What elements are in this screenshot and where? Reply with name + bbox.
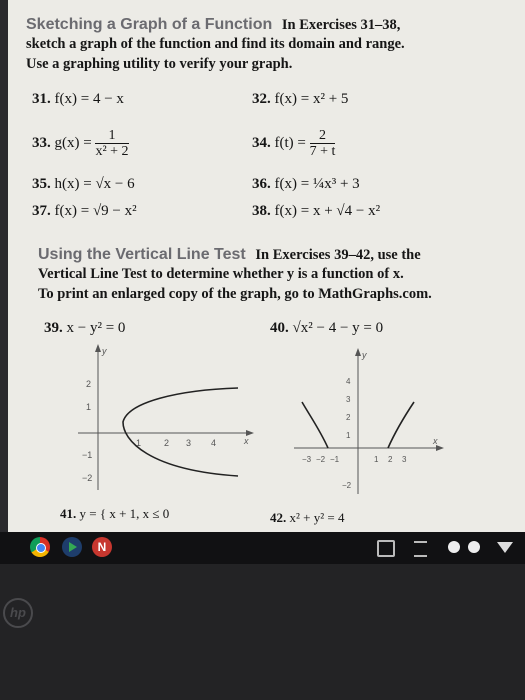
section1-instructions-3: Use a graphing utility to verify your graph. [26,56,293,72]
wifi-icon[interactable] [496,539,514,555]
section2-instructions-3: To print an enlarged copy of the graph, go to MathGraphs.com. [38,286,432,302]
y-tick-minus-2: −2 [342,481,352,490]
parabola-curve [123,388,238,476]
y-tick-1: 1 [86,402,92,412]
status-dot-icon-2[interactable] [468,541,480,553]
x-axis-label: x [244,436,249,446]
x-tick-2: 2 [164,438,170,448]
graph-39 [68,340,268,500]
exercise-39: 39. x − y² = 0 [44,320,126,336]
x-tick-3: 3 [186,438,192,448]
exercise-33: 33. g(x) = $\frac{1}{\text{x² + 2}}$ [32,128,129,159]
exercise-36: 36. f(x) = ¼x³ + 3 [252,176,360,192]
y-tick-minus-2: −2 [82,473,93,483]
right-branch-curve [388,402,414,448]
section2-title: Using the Vertical Line Test [38,246,246,263]
y-tick-3: 3 [346,395,351,404]
textbook-page [8,0,525,532]
fraction: $\frac{1}{\text{x² + 2}}$ [95,128,129,159]
files-icon[interactable] [414,541,427,557]
section1-instructions-1: In Exercises 31–38, [281,17,401,33]
y-axis-arrow [355,348,361,356]
exercise-37: 37. f(x) = √9 − x² [32,203,137,219]
x-tick-3: 3 [402,455,407,464]
section2-header [38,246,421,264]
section1-title: Sketching a Graph of a Function [26,16,273,33]
section1-instructions-2: sketch a graph of the function and find its domain and range. [26,36,405,52]
exercise-38: 38. f(x) = x + √4 − x² [252,203,381,219]
x-tick-4: 4 [211,438,217,448]
laptop-bezel [0,564,525,700]
exercise-35: 35. h(x) = √x − 6 [32,176,135,192]
x-tick-2: 2 [388,455,393,464]
left-branch-curve [302,402,328,448]
y-tick-2: 2 [346,413,351,422]
screen-edge [0,0,8,532]
x-tick-minus-1: −1 [330,455,340,464]
exercise-31: 31. f(x) = 4 − x [32,91,124,107]
section1-header [26,16,400,34]
exercise-32: 32. f(x) = x² + 5 [252,91,349,107]
x-tick-1: 1 [136,438,142,448]
play-store-icon[interactable] [62,537,82,557]
x-tick-1: 1 [374,455,379,464]
y-tick-4: 4 [346,377,351,386]
y-tick-minus-1: −1 [82,450,93,460]
section2-instructions-1: In Exercises 39–42, use the [255,247,421,263]
y-axis-label: y [102,346,107,356]
x-tick-minus-2: −2 [316,455,326,464]
y-axis-arrow [95,344,101,352]
y-axis-label: y [362,350,367,360]
y-tick-1: 1 [346,431,351,440]
play-glyph [62,537,82,557]
y-tick-2: 2 [86,379,92,389]
notes-icon[interactable]: N [92,537,112,557]
fraction: $\frac{2}{7 + t}$ [309,128,336,159]
status-dot-icon[interactable] [448,541,460,553]
section2-instructions-2: Vertical Line Test to determine whether y is a function of x. [38,266,404,282]
x-axis-label: x [433,436,438,446]
chrome-icon[interactable] [30,537,50,557]
exercise-40: 40. √x² − 4 − y = 0 [270,320,384,336]
x-tick-minus-3: −3 [302,455,312,464]
exercise-42: 42. x² + y² = 4 [270,510,345,525]
screenshot-icon[interactable] [377,540,395,557]
graph-40 [290,344,450,504]
hp-logo-icon: hp [3,598,33,628]
exercise-34: 34. f(t) = $\frac{2}{7 + t}$ [252,128,336,159]
exercise-41: 41. y = { x + 1, x ≤ 0 [60,506,170,521]
